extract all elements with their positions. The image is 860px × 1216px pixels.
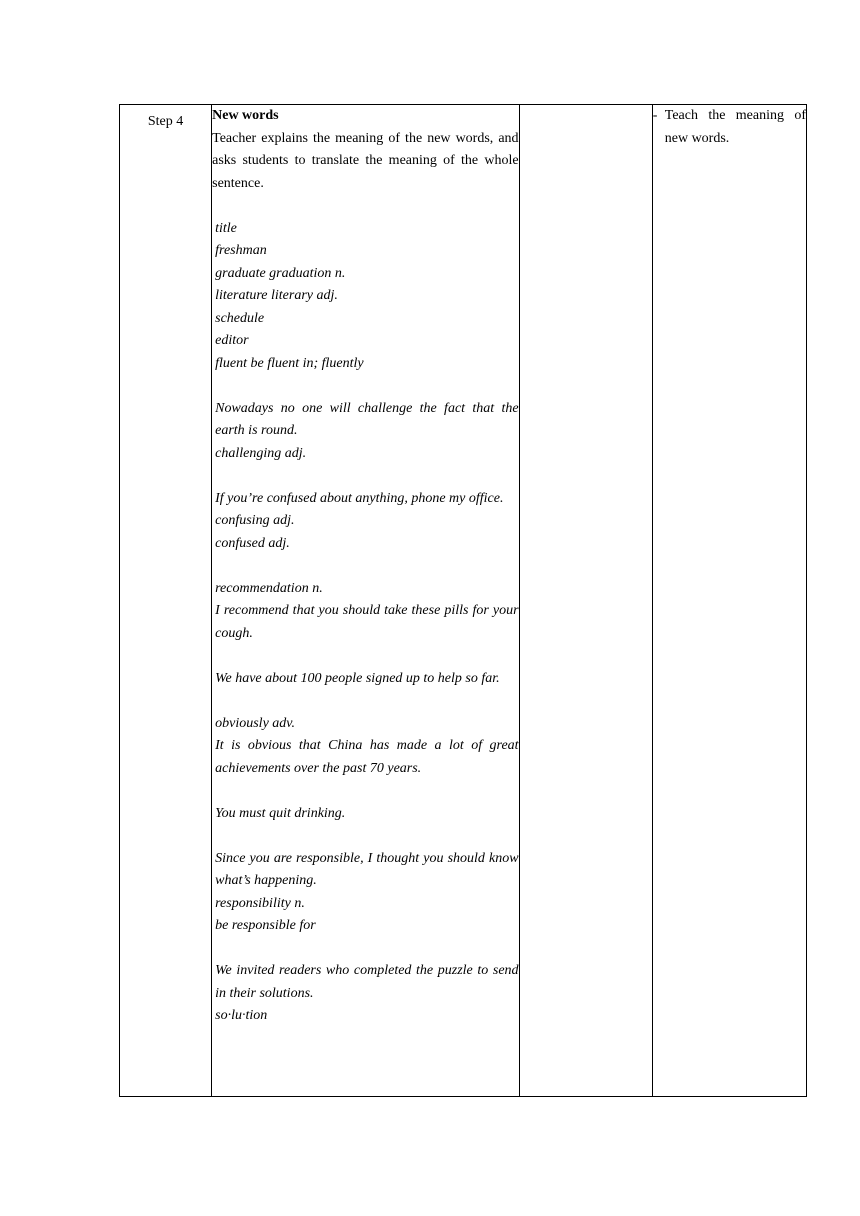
vocabulary-entry: graduate graduation n. [215, 265, 346, 281]
vocabulary-entry: be responsible for [215, 918, 316, 933]
step-label: Step 4 [147, 114, 184, 129]
vocabulary-entry: You must quit drinking. [215, 805, 346, 821]
dash-bullet-icon: - [652, 108, 658, 123]
empty-cell [519, 105, 652, 1097]
entry-spacer [215, 195, 518, 218]
vocabulary-entry: confusing adj. [215, 513, 295, 528]
entry-spacer [215, 375, 518, 398]
vocabulary-entry: responsibility n. [215, 895, 305, 911]
vocabulary-entry: literature literary adj. [215, 288, 338, 303]
vocabulary-entry: recommendation n. [215, 580, 323, 596]
vocabulary-entry: Nowadays no one will challenge the fact that the earth is round. [215, 400, 519, 438]
vocabulary-entry: Since you are responsible, I thought you should know what’s happening. [215, 850, 519, 888]
vocabulary-entry: title [215, 220, 237, 236]
vocabulary-entry: We invited readers who completed the puzzle to send in their solutions. [215, 963, 519, 1001]
entry-spacer [215, 825, 518, 848]
vocabulary-entry: confused adj. [215, 535, 290, 551]
entry-spacer [215, 555, 518, 578]
vocabulary-list [212, 195, 518, 1028]
entry-spacer [215, 690, 518, 713]
lesson-plan-table [119, 104, 807, 1097]
vocabulary-entry: fluent be fluent in; fluently [215, 355, 364, 371]
vocabulary-entry: freshman [215, 243, 267, 258]
table-row [120, 105, 807, 1097]
purpose-cell [652, 105, 806, 1097]
entry-spacer [215, 645, 518, 668]
vocabulary-entry: We have about 100 people signed up to help so far. [215, 670, 500, 686]
entry-spacer [215, 780, 518, 803]
intro-text: Teacher explains the meaning of the new words, and asks students to translate the meaning of the whole sentence. [212, 130, 519, 191]
step-cell [120, 105, 212, 1097]
vocabulary-entry: editor [215, 333, 249, 348]
content-cell [212, 105, 519, 1097]
section-title: New words [212, 108, 279, 123]
purpose-text: Teach the meaning of new words. [664, 108, 806, 146]
purpose-item [653, 105, 806, 150]
vocabulary-entry: I recommend that you should take these pills for your cough. [215, 603, 519, 641]
vocabulary-entry: It is obvious that China has made a lot of great achievements over the past 70 years. [215, 738, 519, 776]
vocabulary-entry: If you’re confused about anything, phone my office. [215, 490, 504, 506]
vocabulary-entry: obviously adv. [215, 715, 295, 731]
entry-spacer [215, 465, 518, 488]
vocabulary-entry: challenging adj. [215, 445, 307, 461]
entry-spacer [215, 938, 518, 961]
vocabulary-entry: schedule [215, 310, 265, 326]
vocabulary-entry: so·lu·tion [215, 1008, 268, 1023]
